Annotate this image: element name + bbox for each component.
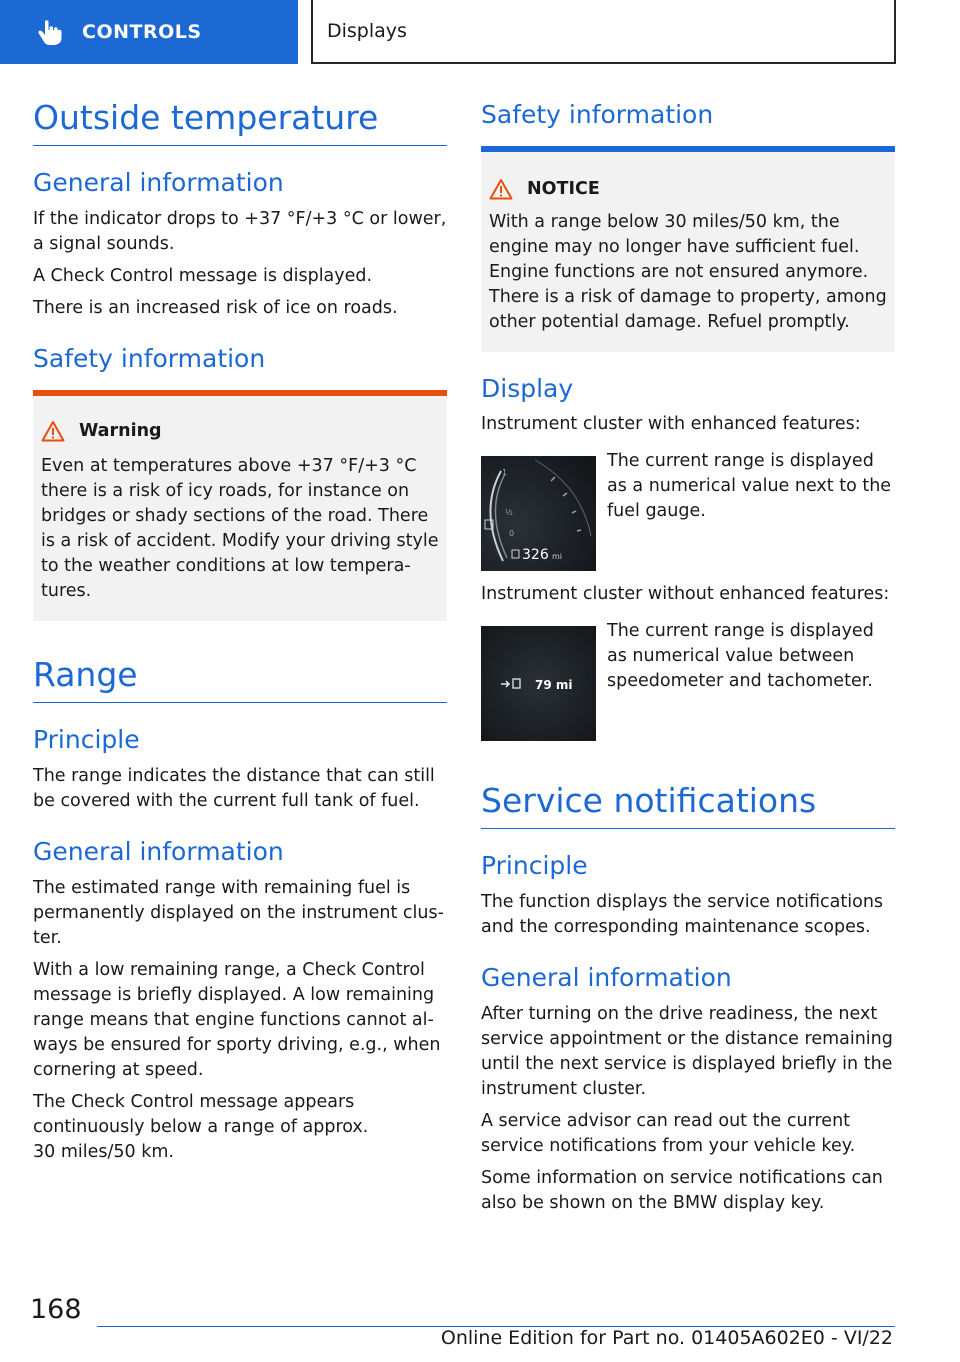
- display-heading: Display: [481, 374, 574, 403]
- general-information-heading: General information: [481, 963, 732, 992]
- paragraph: The estimated range with remaining fuel is permanently displayed on the instrument clus‐ ter.: [33, 878, 444, 948]
- page-number: 168: [30, 1294, 82, 1325]
- paragraph: Instrument cluster with enhanced features:: [481, 414, 861, 434]
- paragraph: With a low remaining range, a Check Control message is briefly displayed. A low remaining range means that engine functions cannot al‐ ways be ensured for sporty driving, e.g., when cornering at speed.: [33, 960, 441, 1080]
- paragraph: The Check Control message appears continuously below a range of approx. 30 miles/50 km.: [33, 1092, 369, 1162]
- title-rule: [33, 145, 447, 146]
- section-tab-controls[interactable]: [0, 0, 298, 64]
- safety-information-heading: Safety information: [481, 100, 714, 129]
- paragraph: The function displays the service notifications and the corresponding maintenance scopes.: [481, 892, 884, 937]
- gauge-tick-label: 0: [509, 529, 515, 538]
- notice-box: [481, 146, 895, 352]
- gauge-tick-label: ½: [505, 508, 513, 517]
- warning-box: [33, 390, 447, 621]
- pointing-hand-icon: [36, 18, 64, 46]
- paragraph: Instrument cluster without enhanced features:: [481, 584, 890, 604]
- paragraph: Some information on service notifications can also be shown on the BMW display key.: [481, 1168, 883, 1213]
- section-label: CONTROLS: [82, 21, 202, 43]
- paragraph: After turning on the drive readiness, the next service appointment or the distance remaining until the next service is displayed briefly in the instrument cluster.: [481, 1004, 893, 1099]
- general-information-heading: General information: [33, 168, 284, 197]
- safety-information-heading: Safety information: [33, 344, 266, 373]
- principle-heading: Principle: [481, 851, 588, 880]
- paragraph: The current range is displayed as a numerical value next to the fuel gauge.: [607, 451, 892, 521]
- range-value: 79 mi: [535, 678, 573, 692]
- warning-triangle-icon: [41, 420, 65, 442]
- paragraph: A service advisor can read out the current service notifications from your vehicle key.: [481, 1111, 856, 1156]
- paragraph: If the indicator drops to +37 °F/+3 °C or lower, a signal sounds.: [33, 209, 447, 254]
- principle-heading: Principle: [33, 725, 140, 754]
- instrument-cluster-enhanced-image: [481, 456, 596, 571]
- gauge-tick-label: 1: [502, 468, 508, 477]
- service-notifications-title: Service notifications: [481, 781, 817, 820]
- warning-triangle-icon: [489, 178, 513, 200]
- subsection-label: Displays: [327, 20, 407, 42]
- paragraph: The range indicates the distance that can still be covered with the current full tank of fuel.: [33, 766, 435, 811]
- paragraph: There is an increased risk of ice on roads.: [33, 298, 398, 318]
- warning-title: Warning: [79, 421, 162, 441]
- outside-temperature-title: Outside temperature: [33, 98, 379, 137]
- range-value: 326: [522, 547, 549, 563]
- notice-title: NOTICE: [527, 179, 600, 199]
- range-title: Range: [33, 655, 138, 694]
- instrument-cluster-basic-image: [481, 626, 596, 741]
- warning-text: Even at temperatures above +37 °F/+3 °C there is a risk of icy roads, for instance on bridges or shady sections of the road. There is a risk of accident. Modify your driving style to the weather conditions at low tempera‐ tures.: [41, 456, 439, 601]
- range-unit: mi: [552, 552, 563, 561]
- subsection-header: [311, 0, 896, 64]
- title-rule: [481, 828, 895, 829]
- general-information-heading: General information: [33, 837, 284, 866]
- paragraph: A Check Control message is displayed.: [33, 266, 373, 286]
- title-rule: [33, 702, 447, 703]
- paragraph: The current range is displayed as numerical value between speedometer and tachometer.: [607, 621, 874, 691]
- edition-text: Online Edition for Part no. 01405A602E0 - VI/22: [440, 1327, 893, 1349]
- notice-text: With a range below 30 miles/50 km, the engine may no longer have sufficient fuel. Engine functions are not ensured anymore. There is a risk of damage to property, among other potential damage. Refuel promptly.: [489, 212, 887, 332]
